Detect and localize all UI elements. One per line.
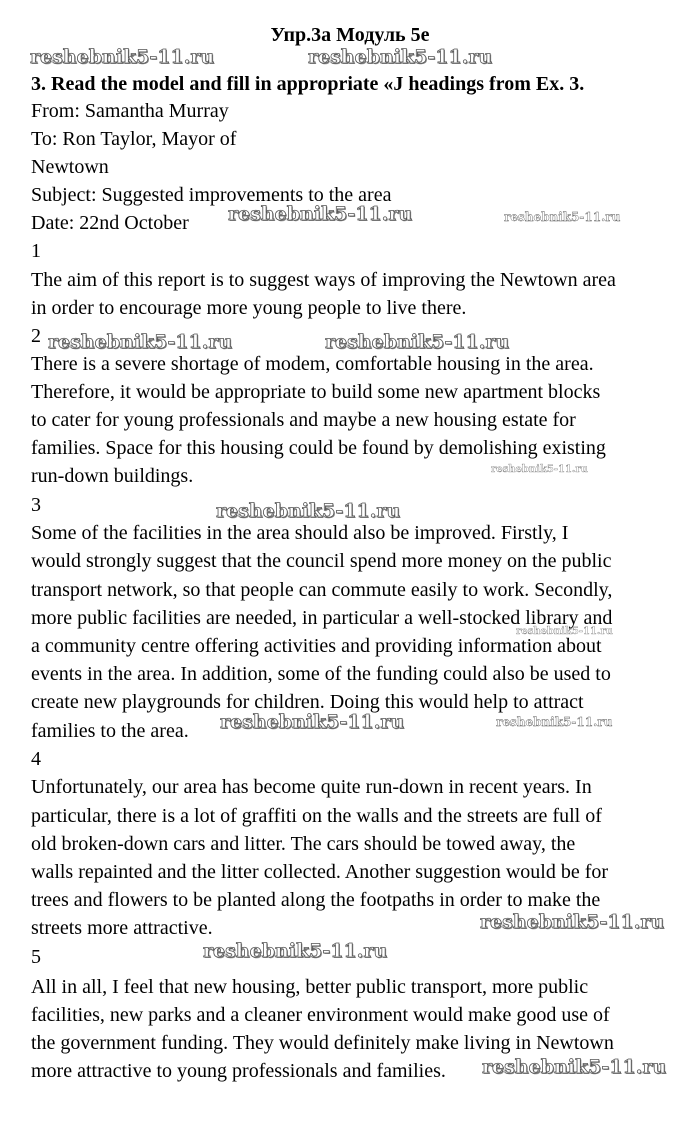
watermark: reshebnik5-11.ru [48,331,233,353]
watermark: reshebnik5-11.ru [228,203,413,225]
section-4-line: old broken-down cars and litter. The cars should be towed away, the [31,833,576,855]
section-4-line: streets more attractive. [31,917,213,939]
section-2-number: 2 [31,325,41,347]
watermark: reshebnik5-11.ru [203,940,388,962]
section-1-line: in order to encourage more young people to live there. [31,297,467,319]
section-2-line: Therefore, it would be appropriate to build some new apartment blocks [31,381,601,403]
section-2-line: families. Space for this housing could be found by demolishing existing [31,437,606,459]
section-3-number: 3 [31,494,41,516]
section-4-line: particular, there is a lot of graffiti on the walls and the streets are full of [31,805,602,827]
watermark: reshebnik5-11.ru [220,711,405,733]
section-3-line: Some of the facilities in the area should also be improved. Firstly, I [31,522,569,544]
exercise-instruction: 3. Read the model and fill in appropriate «J headings from Ex. 3. [31,73,585,95]
section-4-number: 4 [31,748,41,770]
memo-subject: Subject: Suggested improvements to the area [31,184,392,206]
page-title: Упр.3а Модуль 5е [270,24,430,46]
watermark: reshebnik5-11.ru [30,46,215,68]
section-3-line: would strongly suggest that the council spend more money on the public [31,550,612,572]
section-2-line: run-down buildings. [31,465,194,487]
section-2-line: There is a severe shortage of modem, comfortable housing in the area. [31,353,594,375]
section-5-line: the government funding. They would definitely make living in Newtown [31,1032,614,1054]
watermark: reshebnik5-11.ru [480,911,665,933]
watermark: reshebnik5-11.ru [516,626,613,637]
section-5-line: more attractive to young professionals and families. [31,1060,446,1082]
watermark: reshebnik5-11.ru [491,464,588,475]
watermark: reshebnik5-11.ru [325,331,510,353]
section-5-line: All in all, I feel that new housing, better public transport, more public [31,976,589,998]
section-1-number: 1 [31,240,41,262]
section-2-line: to cater for young professionals and maybe a new housing estate for [31,409,576,431]
section-3-line: families to the area. [31,720,189,742]
memo-to-line1: To: Ron Taylor, Mayor of [31,128,237,150]
section-3-line: a community centre offering activities and providing information about [31,635,602,657]
section-5-line: facilities, new parks and a cleaner environment would make good use of [31,1004,610,1026]
memo-to-line2: Newtown [31,156,109,178]
watermark: reshebnik5-11.ru [496,715,613,729]
section-4-line: walls repainted and the litter collected. Another suggestion would be for [31,861,609,883]
section-4-line: trees and flowers to be planted along the footpaths in order to make the [31,889,601,911]
watermark: reshebnik5-11.ru [482,1056,667,1078]
section-3-line: events in the area. In addition, some of the funding could also be used to [31,663,611,685]
section-3-line: create new playgrounds for children. Doing this would help to attract [31,691,584,713]
section-3-line: transport network, so that people can commute easily to work. Secondly, [31,579,613,601]
memo-from: From: Samantha Murray [31,100,229,122]
watermark: reshebnik5-11.ru [308,46,493,68]
section-1-line: The aim of this report is to suggest ways of improving the Newtown area [31,269,616,291]
section-5-number: 5 [31,946,41,968]
section-3-line: more public facilities are needed, in particular a well-stocked library and [31,607,613,629]
watermark: reshebnik5-11.ru [504,210,621,224]
section-4-line: Unfortunately, our area has become quite run-down in recent years. In [31,776,592,798]
watermark: reshebnik5-11.ru [216,500,401,522]
memo-date: Date: 22nd October [31,212,189,234]
